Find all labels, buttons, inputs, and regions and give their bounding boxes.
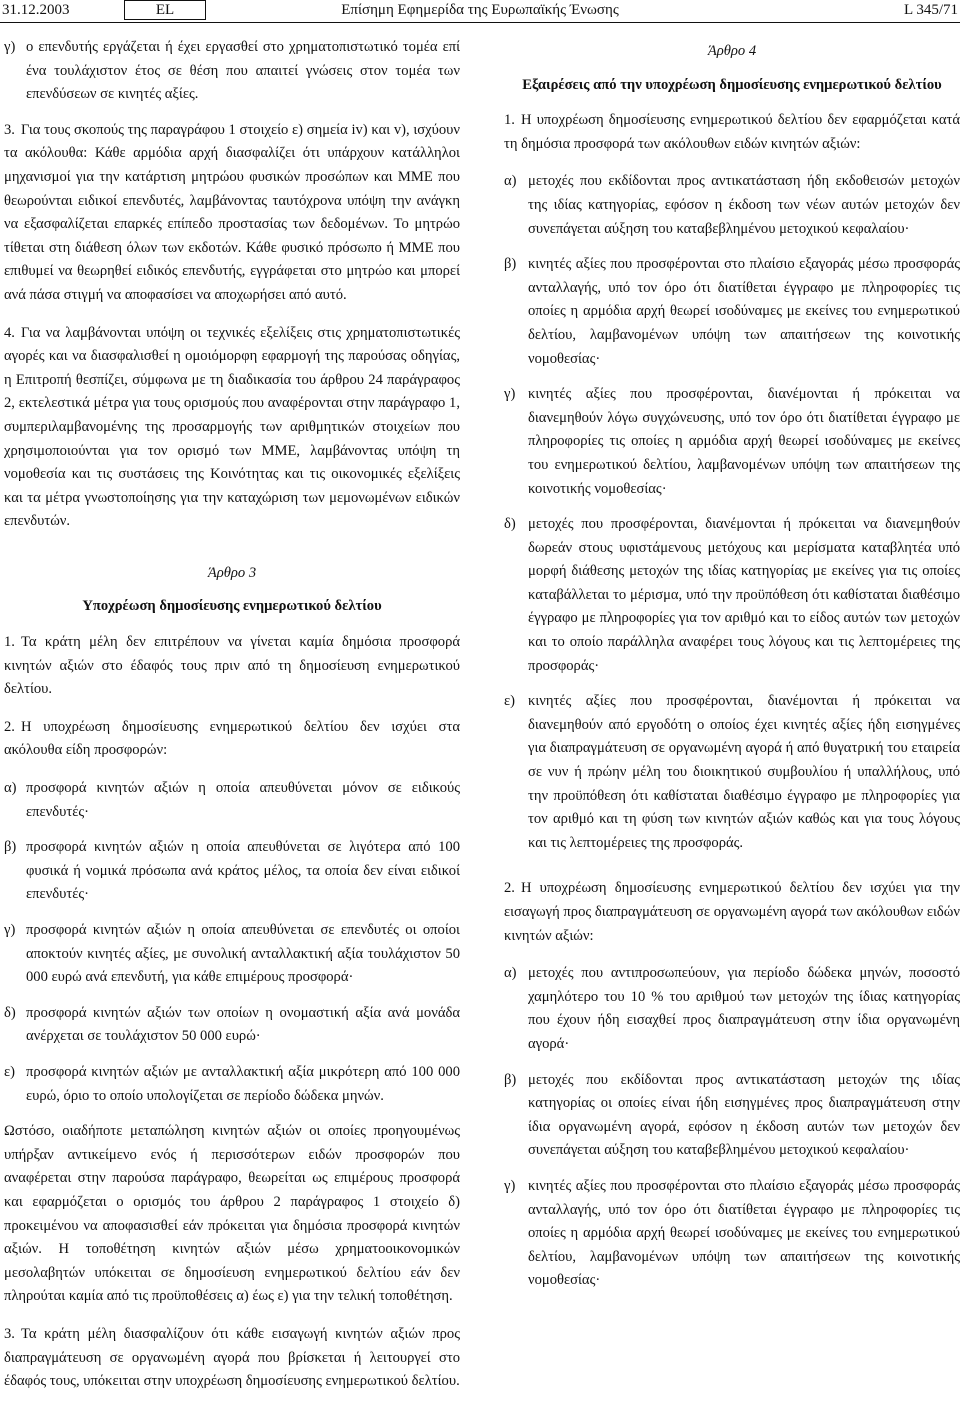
- article-3-title: Άρθρο 3: [207, 564, 257, 581]
- item-text: μετοχές που προσφέρονται, διανέμονται ή πρόκειται να διανεμηθούν δωρεάν στους υφιστάμενους μετόχους και μερίσματα καταβλητέα υπό μορφή διάθεσης μετοχών της ιδίας κατηγορίας με εκείνες για τις οποίες καταβάλλεται το μέρισμα, υπό την προϋπόθεση ότι καθίσταται διαθέσιμο έγγραφο με πληροφορίες για τον αριθμό και το είδος αυτών των μετοχών και το οποίο παράλληλα αναφέρει τους λόγους και τις λεπτομέρειες της προσφοράς·: [528, 516, 960, 674]
- item-text: κινητές αξίες που προσφέρονται, διανέμονται ή πρόκειται να διανεμηθούν λόγω συγχώνευσης, υπό τον όρο ότι διατίθεται έγγραφο με πληροφορίες τις οποίες η αρμόδια αρχή θεωρεί ισοδύναμες με εκείνες του ενημερωτικού δελτίου, λαμβανομένων υπόψη των απαιτήσεων της κοινοτικής νομοθεσίας·: [528, 386, 960, 497]
- article-3-paragraph-1: [4, 631, 460, 702]
- left-column: [4, 36, 460, 1408]
- list-item: [504, 513, 960, 678]
- item-label: δ): [4, 1004, 16, 1021]
- article-4-subtitle: Εξαιρέσεις από την υποχρέωση δημοσίευσης ενημερωτικού δελτίου: [522, 76, 942, 93]
- item-text: προσφορά κινητών αξιών η οποία απευθύνεται σε επενδυτές οι οποίοι αποκτούν κινητές αξίες, με συνολική ανταλλακτική αξία τουλάχιστον 50 000 ευρώ ανά επενδυτή, για κάθε επιμέρους προσφορά·: [26, 922, 460, 986]
- paragraph-number: 1.: [4, 634, 15, 651]
- item-label: β): [4, 839, 17, 856]
- paragraph-number: 1.: [504, 112, 515, 129]
- item-text: προσφορά κινητών αξιών των οποίων η ονομαστική αξία ανά μονάδα ανέρχεται σε τουλάχιστον 50 000 ευρώ·: [26, 1004, 460, 1045]
- item-text: κινητές αξίες που προσφέρονται στο πλαίσιο εξαγοράς μέσω προσφοράς ανταλλαγής, υπό τον όρο ότι διατίθεται έγγραφο με πληροφορίες τις οποίες η αρμόδια αρχή θεωρεί ισοδύναμες με εκείνες του ενημερωτικού δελτίου, λαμβανομένων υπόψη των απαιτήσεων της κοινοτικής νομοθεσίας·: [528, 1177, 960, 1289]
- item-text: μετοχές που εκδίδονται προς αντικατάσταση ήδη εκδοθεισών μετοχών της ιδίας κατηγορίας, εφόσον η έκδοση των νέων αυτών μετοχών δεν συνεπάγεται αύξηση του καταβεβλημένου μετοχικού κεφαλαίου·: [528, 173, 960, 237]
- list-item: [4, 36, 460, 107]
- article-3-paragraph-2: [4, 716, 460, 763]
- page-number: L 345/71: [903, 2, 958, 18]
- list-item: [504, 962, 960, 1056]
- article-3-subtitle: Υποχρέωση δημοσίευσης ενημερωτικού δελτίου: [82, 598, 382, 615]
- journal-title: Επίσημη Εφημερίδα της Ευρωπαϊκής Ένωσης: [341, 2, 619, 18]
- article-4-paragraph-2: [504, 877, 960, 948]
- item-text: κινητές αξίες που προσφέρονται, διανέμονται ή πρόκειται να διανεμηθούν από εργοδότη ο οποίος έχει κινητές αξίες ήδη εισηγμένες για διαπραγμάτευση σε οργανωμένη αγορά ή από θυγατρική του εταιρεία σε νυν ή πρώην μέλη του διοικητικού συμβουλίου ή υπαλλήλους, υπό την προϋπόθεση ότι καθίσταται διαθέσιμο έγγραφο με πληροφορίες για τον αριθμό και τη φύση των κινητών αξιών καθώς και για τους λόγους και τις λεπτομέρειες της προσφοράς.: [528, 693, 960, 851]
- item-text: μετοχές που αντιπροσωπεύουν, για περίοδο δώδεκα μηνών, ποσοστό χαμηλότερο του 10 % του αριθμού των μετοχών της ίδιας κατηγορίας που έχουν ήδη εισαχθεί προς διαπραγμάτευση στην ίδια οργανωμένη αγορά·: [528, 965, 960, 1052]
- publication-date: 31.12.2003: [2, 2, 70, 18]
- paragraph-number: 2.: [4, 718, 15, 735]
- paragraph-text: Για τους σκοπούς της παραγράφου 1 στοιχείο ε) σημεία iv) και v), ισχύουν τα ακόλουθα: Κάθε αρμόδια αρχή διασφαλίζει ότι υπάρχουν κατάλληλοι μηχανισμοί για την κατάρτιση μητρώου φυσικών προσώπων και ΜΜΕ που θεωρούνται ειδικοί επενδυτές, λαμβάνοντας ταυτόχρονα υπόψη την ανάγκη να εξασφαλίζεται επαρκές επίπεδο προστασίας των δεδομένων. Το μητρώο τίθεται στη διάθεση όλων των εκδοτών. Κάθε φυσικό πρόσωπο ή ΜΜΕ που επιθυμεί να θεωρηθεί ειδικός επενδυτής, εγγράφεται στο μητρώο και μπορεί ανά πάσα στιγμή να αποφασίσει να αποχωρήσει από αυτό.: [4, 121, 460, 303]
- item-label: β): [504, 256, 517, 273]
- item-label: δ): [504, 516, 516, 533]
- item-label: α): [4, 780, 17, 797]
- item-label: α): [504, 173, 517, 190]
- paragraph-text: Για να λαμβάνονται υπόψη οι τεχνικές εξελίξεις στις χρηματοπιστωτικές αγορές και να διασφαλισθεί η ομοιόμορφη εφαρμογή της παρούσας οδηγίας, η Επιτροπή θεσπίζει, σύμφωνα με τη διαδικασία του άρθρου 24 παράγραφος 2, εκτελεστικά μέτρα για τους ορισμούς που αναφέρονται στην παράγραφο 1, συμπεριλαμβανομένης της προσαρμογής των αριθμητικών στοιχείων που χρησιμοποιούνται για τον ορισμό των ΜΜΕ, λαμβάνοντας υπόψη τη νομοθεσία και τις συστάσεις της Κοινότητας και τις οικονομικές εξελίξεις και τα μέτρα γνωστοποίησης για την καταχώριση των μεμονωμένων ειδικών επενδυτών.: [4, 324, 460, 530]
- list-item: [4, 777, 460, 824]
- item-text: μετοχές που εκδίδονται προς αντικατάσταση μετοχών της ιδίας κατηγορίας οι οποίες είναι ήδη εισηγμένες προς διαπραγμάτευση στην ίδια οργανωμένη αγορά, εφόσον η έκδοση αυτών των μετοχών δεν συνεπάγεται αύξηση του καταβεβλημένου μετοχικού κεφαλαίου·: [528, 1071, 960, 1159]
- paragraph-number: 2.: [504, 880, 515, 897]
- item-label: γ): [4, 922, 16, 938]
- list-item: [504, 690, 960, 855]
- item-text: ο επενδυτής εργάζεται ή έχει εργασθεί στο χρηματοπιστωτικό τομέα επί ένα τουλάχιστον έτος σε θέση που απαιτεί γνώσεις στον τομέα των επενδύσεων σε κινητές αξίες.: [26, 39, 460, 103]
- item-label: β): [504, 1071, 517, 1088]
- article-3-paragraph-3: [4, 1323, 460, 1394]
- paragraph-text: Τα κράτη μέλη διασφαλίζουν ότι κάθε εισαγωγή κινητών αξιών προς διαπραγμάτευση σε οργανωμένη αγορά που βρίσκεται ή λειτουργεί στο έδαφός τους, υπόκειται στην υποχρέωση δημοσίευσης ενημερωτικού δελτίου.: [4, 1325, 460, 1390]
- list-item: [4, 1061, 460, 1108]
- paragraph-4: [4, 322, 460, 534]
- item-label: γ): [504, 386, 516, 403]
- paragraph-text: Η υποχρέωση δημοσίευσης ενημερωτικού δελτίου δεν ισχύει στα ακόλουθα είδη προσφορών:: [4, 718, 460, 759]
- list-item: [504, 383, 960, 501]
- list-item: [4, 1002, 460, 1049]
- item-label: γ): [504, 1177, 516, 1194]
- list-item: [504, 170, 960, 241]
- list-item: [504, 1069, 960, 1163]
- item-label: ε): [504, 693, 515, 710]
- page-header: [0, 0, 960, 24]
- paragraph-however: Ωστόσο, οιαδήποτε μεταπώληση κινητών αξιών οι οποίες προηγουμένως υπήρξαν αντικείμενο ενός ή περισσότερων ειδών προσφορών που αναφέρεται στην παρούσα παράγραφο, θεωρείται ως επιμέρους προσφορά και εφαρμόζεται ο ορισμός του άρθρου 2 παράγραφος 1 στοιχείο δ) προκειμένου να αποφασισθεί εάν πρόκειται για δημόσια προσφορά κινητών αξιών. Η τοποθέτηση κινητών αξιών μέσω χρηματοοικονομικών μεσολαβητών υπόκειται σε δημοσίευση ενημερωτικού δελτίου εάν δεν πληρούται καμία από τις προϋποθέσεις α) έως ε) για την τελική τοποθέτηση.: [4, 1123, 460, 1305]
- right-column: [504, 36, 960, 1305]
- list-item: [4, 919, 460, 990]
- item-label: γ): [4, 39, 16, 55]
- paragraph-text: Η υποχρέωση δημοσίευσης ενημερωτικού δελτίου δεν ισχύει για την εισαγωγή προς διαπραγμάτευση σε οργανωμένη αγορά των ακόλουθων ειδών κινητών αξιών:: [504, 880, 960, 944]
- list-item: [504, 253, 960, 371]
- item-text: προσφορά κινητών αξιών με ανταλλακτική αξία μικρότερη από 100 000 ευρώ, όριο το οποίο υπολογίζεται σε περίοδο δώδεκα μηνών.: [26, 1063, 460, 1104]
- item-text: προσφορά κινητών αξιών η οποία απευθύνεται μόνον σε ειδικούς επενδυτές·: [26, 780, 460, 820]
- paragraph-3: [4, 119, 460, 308]
- item-text: κινητές αξίες που προσφέρονται στο πλαίσιο εξαγοράς μέσω προσφοράς ανταλλαγής, υπό τον όρο ότι διατίθεται έγγραφο με πληροφορίες τις οποίες η αρμόδια αρχή θεωρεί ισοδύναμες με εκείνες του ενημερωτικού δελτίου, λαμβανομένων υπόψη των απαιτήσεων της κοινοτικής νομοθεσίας·: [528, 256, 960, 367]
- article-4-title: Άρθρο 4: [707, 43, 757, 59]
- article-4-paragraph-1: [504, 109, 960, 156]
- list-item: [4, 836, 460, 907]
- item-label: ε): [4, 1063, 15, 1080]
- paragraph-number: 3.: [4, 121, 15, 138]
- paragraph-text: Η υποχρέωση δημοσίευσης ενημερωτικού δελτίου δεν εφαρμόζεται κατά τη δημόσια προσφορά των ακόλουθων ειδών κινητών αξιών:: [504, 112, 960, 152]
- list-item: [504, 1175, 960, 1293]
- header-rule: [0, 22, 960, 23]
- paragraph-number: 4.: [4, 324, 15, 341]
- paragraph-text: Τα κράτη μέλη δεν επιτρέπουν να γίνεται καμία δημόσια προσφορά κινητών αξιών στο έδαφός τους πριν από τη δημοσίευση ενημερωτικού δελτίου.: [4, 634, 460, 698]
- item-text: προσφορά κινητών αξιών η οποία απευθύνεται σε λιγότερα από 100 φυσικά ή νομικά πρόσωπα ανά κράτος μέλος, τα οποία δεν είναι ειδικοί επενδυτές·: [26, 839, 460, 903]
- language-badge: EL: [124, 0, 206, 20]
- paragraph-number: 3.: [4, 1325, 15, 1342]
- item-label: α): [504, 965, 517, 982]
